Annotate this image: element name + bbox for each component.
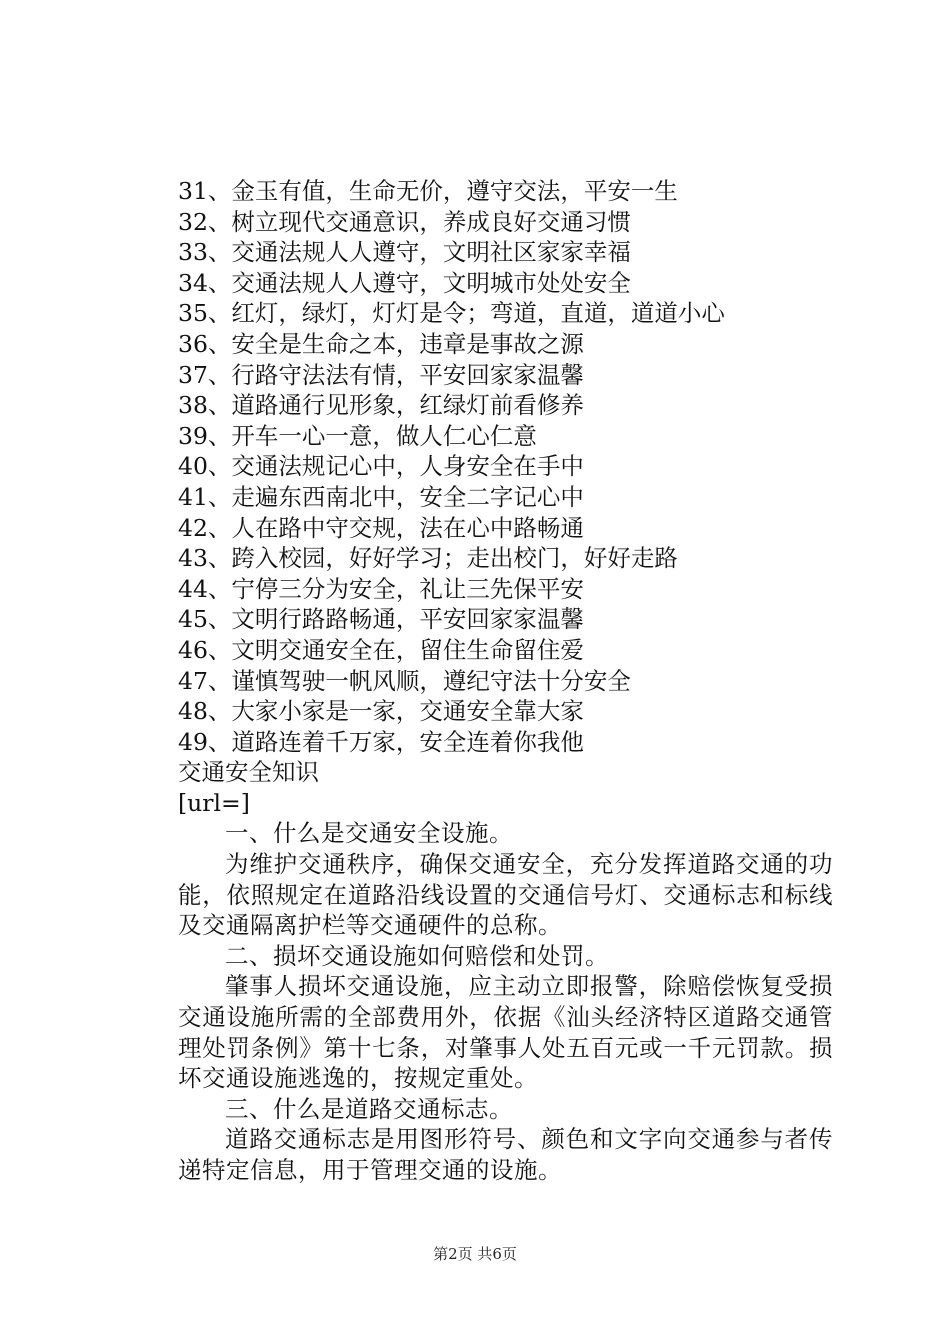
page-body	[178, 176, 833, 1186]
answer-paragraph-3: 道路交通标志是用图形符号、颜色和文字向交通参与者传递特定信息，用于管理交通的设施。	[178, 1125, 833, 1184]
question-heading-2: 二、损坏交通设施如何赔偿和处罚。	[225, 941, 609, 970]
slogan-item: 41、走遍东西南北中，安全二字记心中	[178, 482, 584, 511]
answer-paragraph-2: 肇事人损坏交通设施，应主动立即报警，除赔偿恢复受损交通设施所需的全部费用外，依据《汕头经济特区道路交通管理处罚条例》第十七条，对肇事人处五百元或一千元罚款。损坏交通设施逃逸的，按规定重处。	[178, 972, 833, 1093]
slogan-item: 31、金玉有值，生命无价，遵守交法，平安一生	[178, 177, 678, 205]
slogan-item: 47、谨慎驾驶一帆风顺，遵纪守法十分安全	[178, 666, 631, 695]
answer-paragraph-1: 为维护交通秩序，确保交通安全，充分发挥道路交通的功能，依照规定在道路沿线设置的交通信号灯、交通标志和标线及交通隔离护栏等交通硬件的总称。	[178, 850, 833, 940]
slogan-item: 38、道路通行见形象，红绿灯前看修养	[178, 391, 584, 420]
section-title: 交通安全知识	[178, 758, 319, 787]
slogan-item: 40、交通法规记心中，人身安全在手中	[178, 452, 584, 481]
slogan-item: 43、跨入校园，好好学习；走出校门，好好走路	[178, 544, 678, 573]
slogan-item: 37、行路守法法有情，平安回家家温馨	[178, 360, 584, 389]
question-heading-1: 一、什么是交通安全设施。	[225, 819, 513, 848]
question-heading-3: 三、什么是道路交通标志。	[225, 1094, 513, 1123]
slogan-item: 36、安全是生命之本，违章是事故之源	[178, 329, 584, 358]
slogan-item: 48、大家小家是一家，交通安全靠大家	[178, 697, 584, 726]
slogan-item: 34、交通法规人人遵守，文明城市处处安全	[178, 268, 631, 297]
slogan-item: 49、道路连着千万家，安全连着你我他	[178, 727, 584, 756]
slogan-item: 46、文明交通安全在，留住生命留住爱	[178, 635, 584, 664]
page-footer: 第2页 共6页	[433, 1245, 517, 1263]
slogan-item: 33、交通法规人人遵守，文明社区家家幸福	[178, 238, 631, 267]
slogan-list	[178, 176, 833, 757]
slogan-item: 42、人在路中守交规，法在心中路畅通	[178, 513, 584, 542]
slogan-item: 39、开车一心一意，做人仁心仁意	[178, 421, 537, 450]
slogan-item: 45、文明行路路畅通，平安回家家温馨	[178, 605, 584, 634]
slogan-item: 32、树立现代交通意识，养成良好交通习惯	[178, 207, 631, 236]
slogan-item: 44、宁停三分为安全，礼让三先保平安	[178, 574, 584, 603]
url-tag: [url=]	[178, 788, 250, 817]
slogan-item: 35、红灯，绿灯，灯灯是令；弯道，直道，道道小心	[178, 299, 725, 328]
